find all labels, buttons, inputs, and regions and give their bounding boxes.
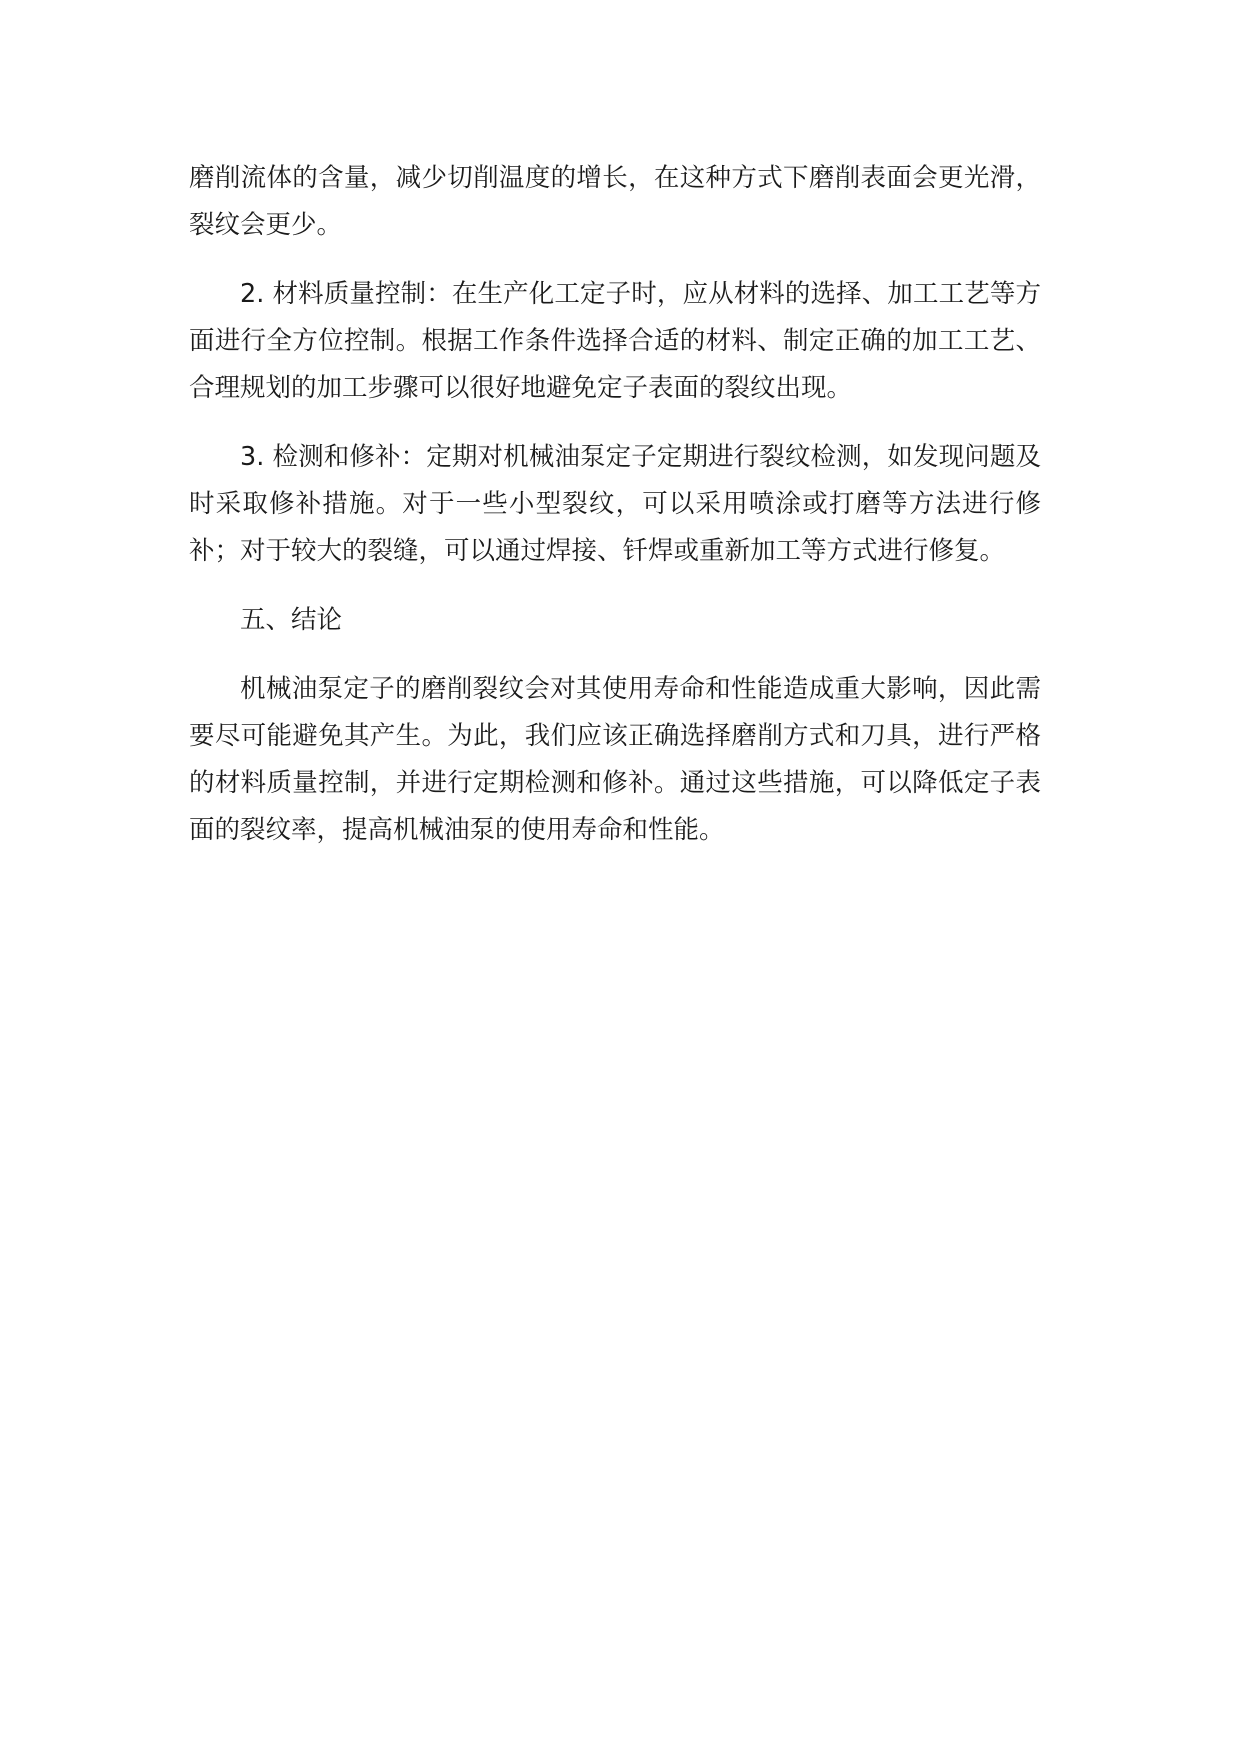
paragraph-continuation: 磨削流体的含量，减少切削温度的增长，在这种方式下磨削表面会更光滑，裂纹会更少。 [189, 163, 1041, 240]
document-body [189, 155, 1041, 876]
section-heading-conclusion: 五、结论 [240, 605, 343, 635]
paragraph-conclusion: 机械油泵定子的磨削裂纹会对其使用寿命和性能造成重大影响，因此需要尽可能避免其产生。为此，我们应该正确选择磨削方式和刀具，进行严格的材料质量控制，并进行定期检测和修补。通过这些措施，可以降低定子表面的裂纹率，提高机械油泵的使用寿命和性能。 [189, 674, 1041, 845]
paragraph-inspection-and-repair: 3. 检测和修补：定期对机械油泵定子定期进行裂纹检测，如发现问题及时采取修补措施。对于一些小型裂纹，可以采用喷涂或打磨等方法进行修补；对于较大的裂缝，可以通过焊接、钎焊或重新加工等方式进行修复。 [189, 442, 1041, 566]
paragraph-material-quality-control: 2. 材料质量控制：在生产化工定子时，应从材料的选择、加工工艺等方面进行全方位控制。根据工作条件选择合适的材料、制定正确的加工工艺、合理规划的加工步骤可以很好地避免定子表面的裂纹出现。 [189, 279, 1041, 403]
